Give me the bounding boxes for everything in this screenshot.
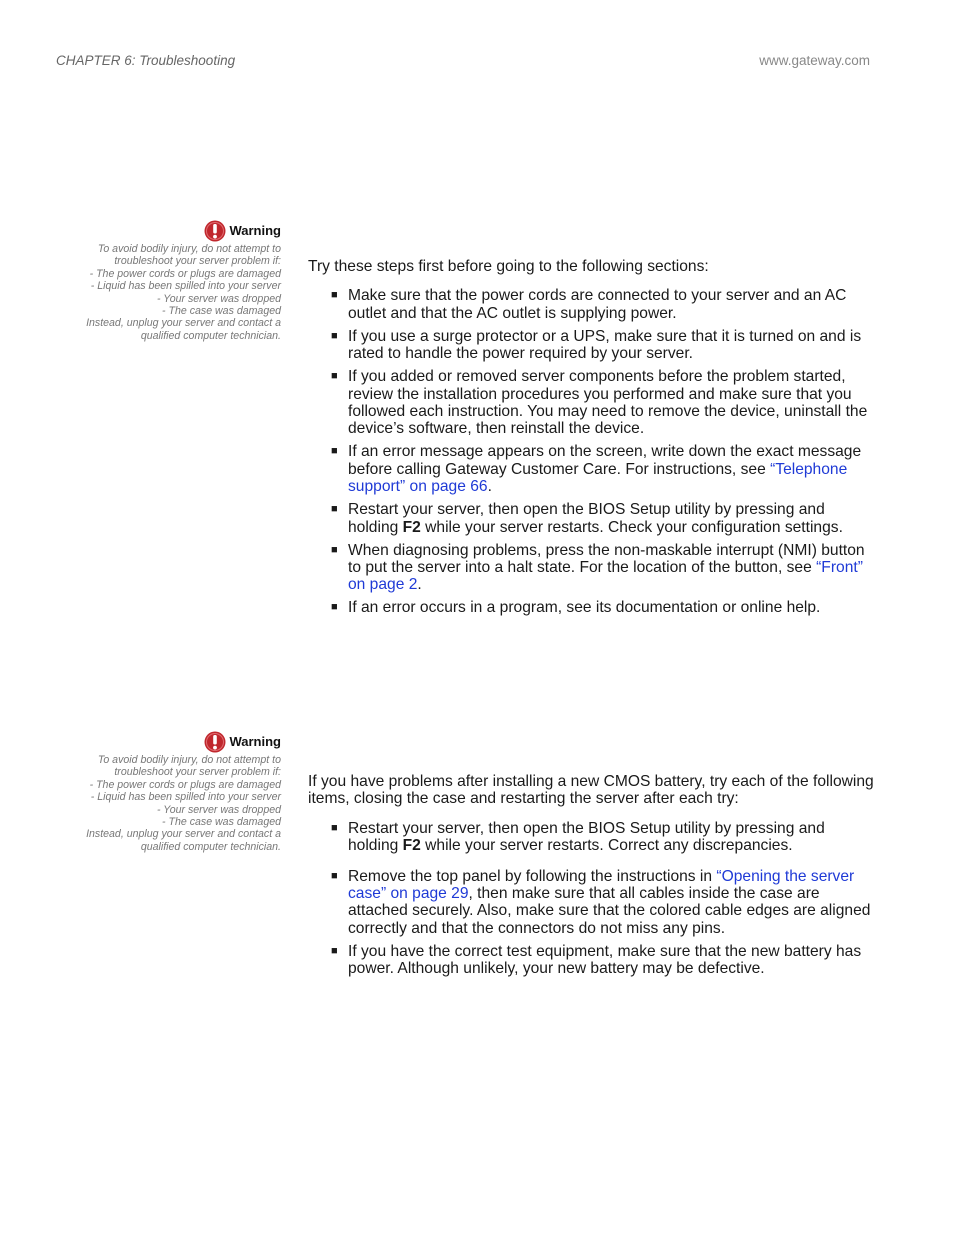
section-1 — [308, 258, 874, 622]
key-label: F2 — [402, 518, 421, 536]
warning-line: - The power cords or plugs are damaged — [89, 778, 281, 791]
warning-line: - Liquid has been spilled into your server — [90, 791, 281, 804]
warning-line: - The case was damaged — [162, 305, 281, 318]
list-item — [308, 501, 874, 536]
list-item-text: Remove the top panel by following the instructions in — [348, 867, 717, 885]
list-item — [308, 328, 874, 363]
list-item — [308, 542, 874, 594]
section-2-intro: If you have problems after installing a new CMOS battery, try each of the following items, closing the case and restarting the server after each try: — [308, 773, 874, 808]
warning-line: Instead, unplug your server and contact a — [86, 317, 281, 330]
section-1-list — [308, 287, 874, 616]
list-item — [308, 599, 874, 616]
list-item-text: while your server restarts. Correct any discrepancies. — [420, 837, 793, 855]
warning-heading-1 — [40, 220, 281, 242]
chapter-header: CHAPTER 6: Troubleshooting — [56, 53, 236, 68]
front-page-link[interactable]: “Front” on page 2 — [348, 559, 863, 594]
website-link[interactable]: www.gateway.com — [759, 53, 870, 68]
warning-title-2: Warning — [229, 733, 281, 749]
opening-server-case-link[interactable]: “Opening the server case” on page 29 — [348, 867, 855, 903]
warning-line: To avoid bodily injury, do not attempt to — [97, 243, 281, 255]
bullet-icon: ■ — [331, 543, 338, 556]
list-item — [308, 443, 874, 495]
warning-icon — [204, 731, 226, 753]
bullet-icon: ■ — [331, 944, 338, 957]
bullet-icon: ■ — [331, 601, 338, 614]
list-item — [308, 368, 874, 438]
list-item — [308, 868, 874, 938]
section-2-list — [308, 820, 874, 978]
list-item-text: Restart your server, then open the BIOS Setup utility by pressing and holding — [348, 819, 825, 855]
warning-line: - The power cords or plugs are damaged — [89, 267, 281, 280]
warning-icon — [204, 220, 226, 242]
warning-heading-2 — [40, 731, 281, 753]
list-item — [308, 820, 874, 855]
list-item — [308, 943, 874, 978]
section-2 — [308, 773, 874, 983]
warning-line: qualified computer technician. — [140, 840, 281, 853]
bullet-icon: ■ — [331, 329, 338, 342]
bullet-icon: ■ — [331, 370, 338, 383]
list-item-text: If an error occurs in a program, see its documentation or online help. — [348, 599, 821, 617]
bullet-icon: ■ — [331, 445, 338, 458]
warning-line: - Liquid has been spilled into your server — [90, 280, 281, 293]
bullet-icon: ■ — [331, 821, 338, 834]
list-item-text: If you have the correct test equipment, make sure that the new battery has power. Although unlikely, your new battery may be defective. — [348, 942, 862, 978]
warning-title-1: Warning — [229, 222, 281, 238]
list-item-text: while your server restarts. Check your configuration settings. — [420, 518, 843, 536]
list-item-text: Make sure that the power cords are connected to your server and an AC outlet and that the AC outlet is supplying power. — [348, 287, 847, 322]
warning-line: troubleshoot your server problem if: — [114, 255, 281, 268]
list-item — [308, 287, 874, 322]
warning-line: - Your server was dropped — [156, 803, 281, 816]
list-item-text: If you added or removed server components before the problem started, review the installation procedures you performed and make sure that you followed each instruction. You may need to remove the device, uninstall the device’s software, then reinstall the device. — [348, 368, 868, 438]
list-item-text: , then make sure that all cables inside the case are attached securely. Also, make sure that the colored cable edges are aligned correctly and that the connectors do not miss any pins. — [348, 885, 871, 937]
bullet-icon: ■ — [331, 289, 338, 302]
warning-line: Instead, unplug your server and contact a — [86, 828, 281, 841]
telephone-support-link[interactable]: “Telephone support” on page 66 — [348, 460, 848, 496]
warning-line: - Your server was dropped — [156, 292, 281, 305]
key-label: F2 — [402, 837, 421, 855]
list-item-text: When diagnosing problems, press the non-maskable interrupt (NMI) button to put the server into a halt state. For the location of the button, see — [348, 541, 865, 577]
list-item-text: . — [487, 478, 492, 496]
warning-line: qualified computer technician. — [140, 329, 281, 342]
warning-line: To avoid bodily injury, do not attempt to — [97, 754, 281, 766]
bullet-icon: ■ — [331, 869, 338, 882]
warning-note-2 — [40, 731, 281, 853]
warning-note-1 — [40, 220, 281, 342]
section-1-intro: Try these steps first before going to the following sections: — [308, 258, 709, 275]
bullet-icon: ■ — [331, 503, 338, 516]
list-item-text: . — [417, 576, 422, 594]
list-item-text: Restart your server, then open the BIOS Setup utility by pressing and holding — [348, 501, 825, 536]
warning-line: - The case was damaged — [162, 816, 281, 829]
list-item-text: If you use a surge protector or a UPS, make sure that it is turned on and is rated to handle the power required by your server. — [348, 327, 862, 363]
list-item-text: If an error message appears on the screen, write down the exact message before calling Gateway Customer Care. For instructions, see — [348, 443, 862, 478]
warning-line: troubleshoot your server problem if: — [114, 766, 281, 779]
